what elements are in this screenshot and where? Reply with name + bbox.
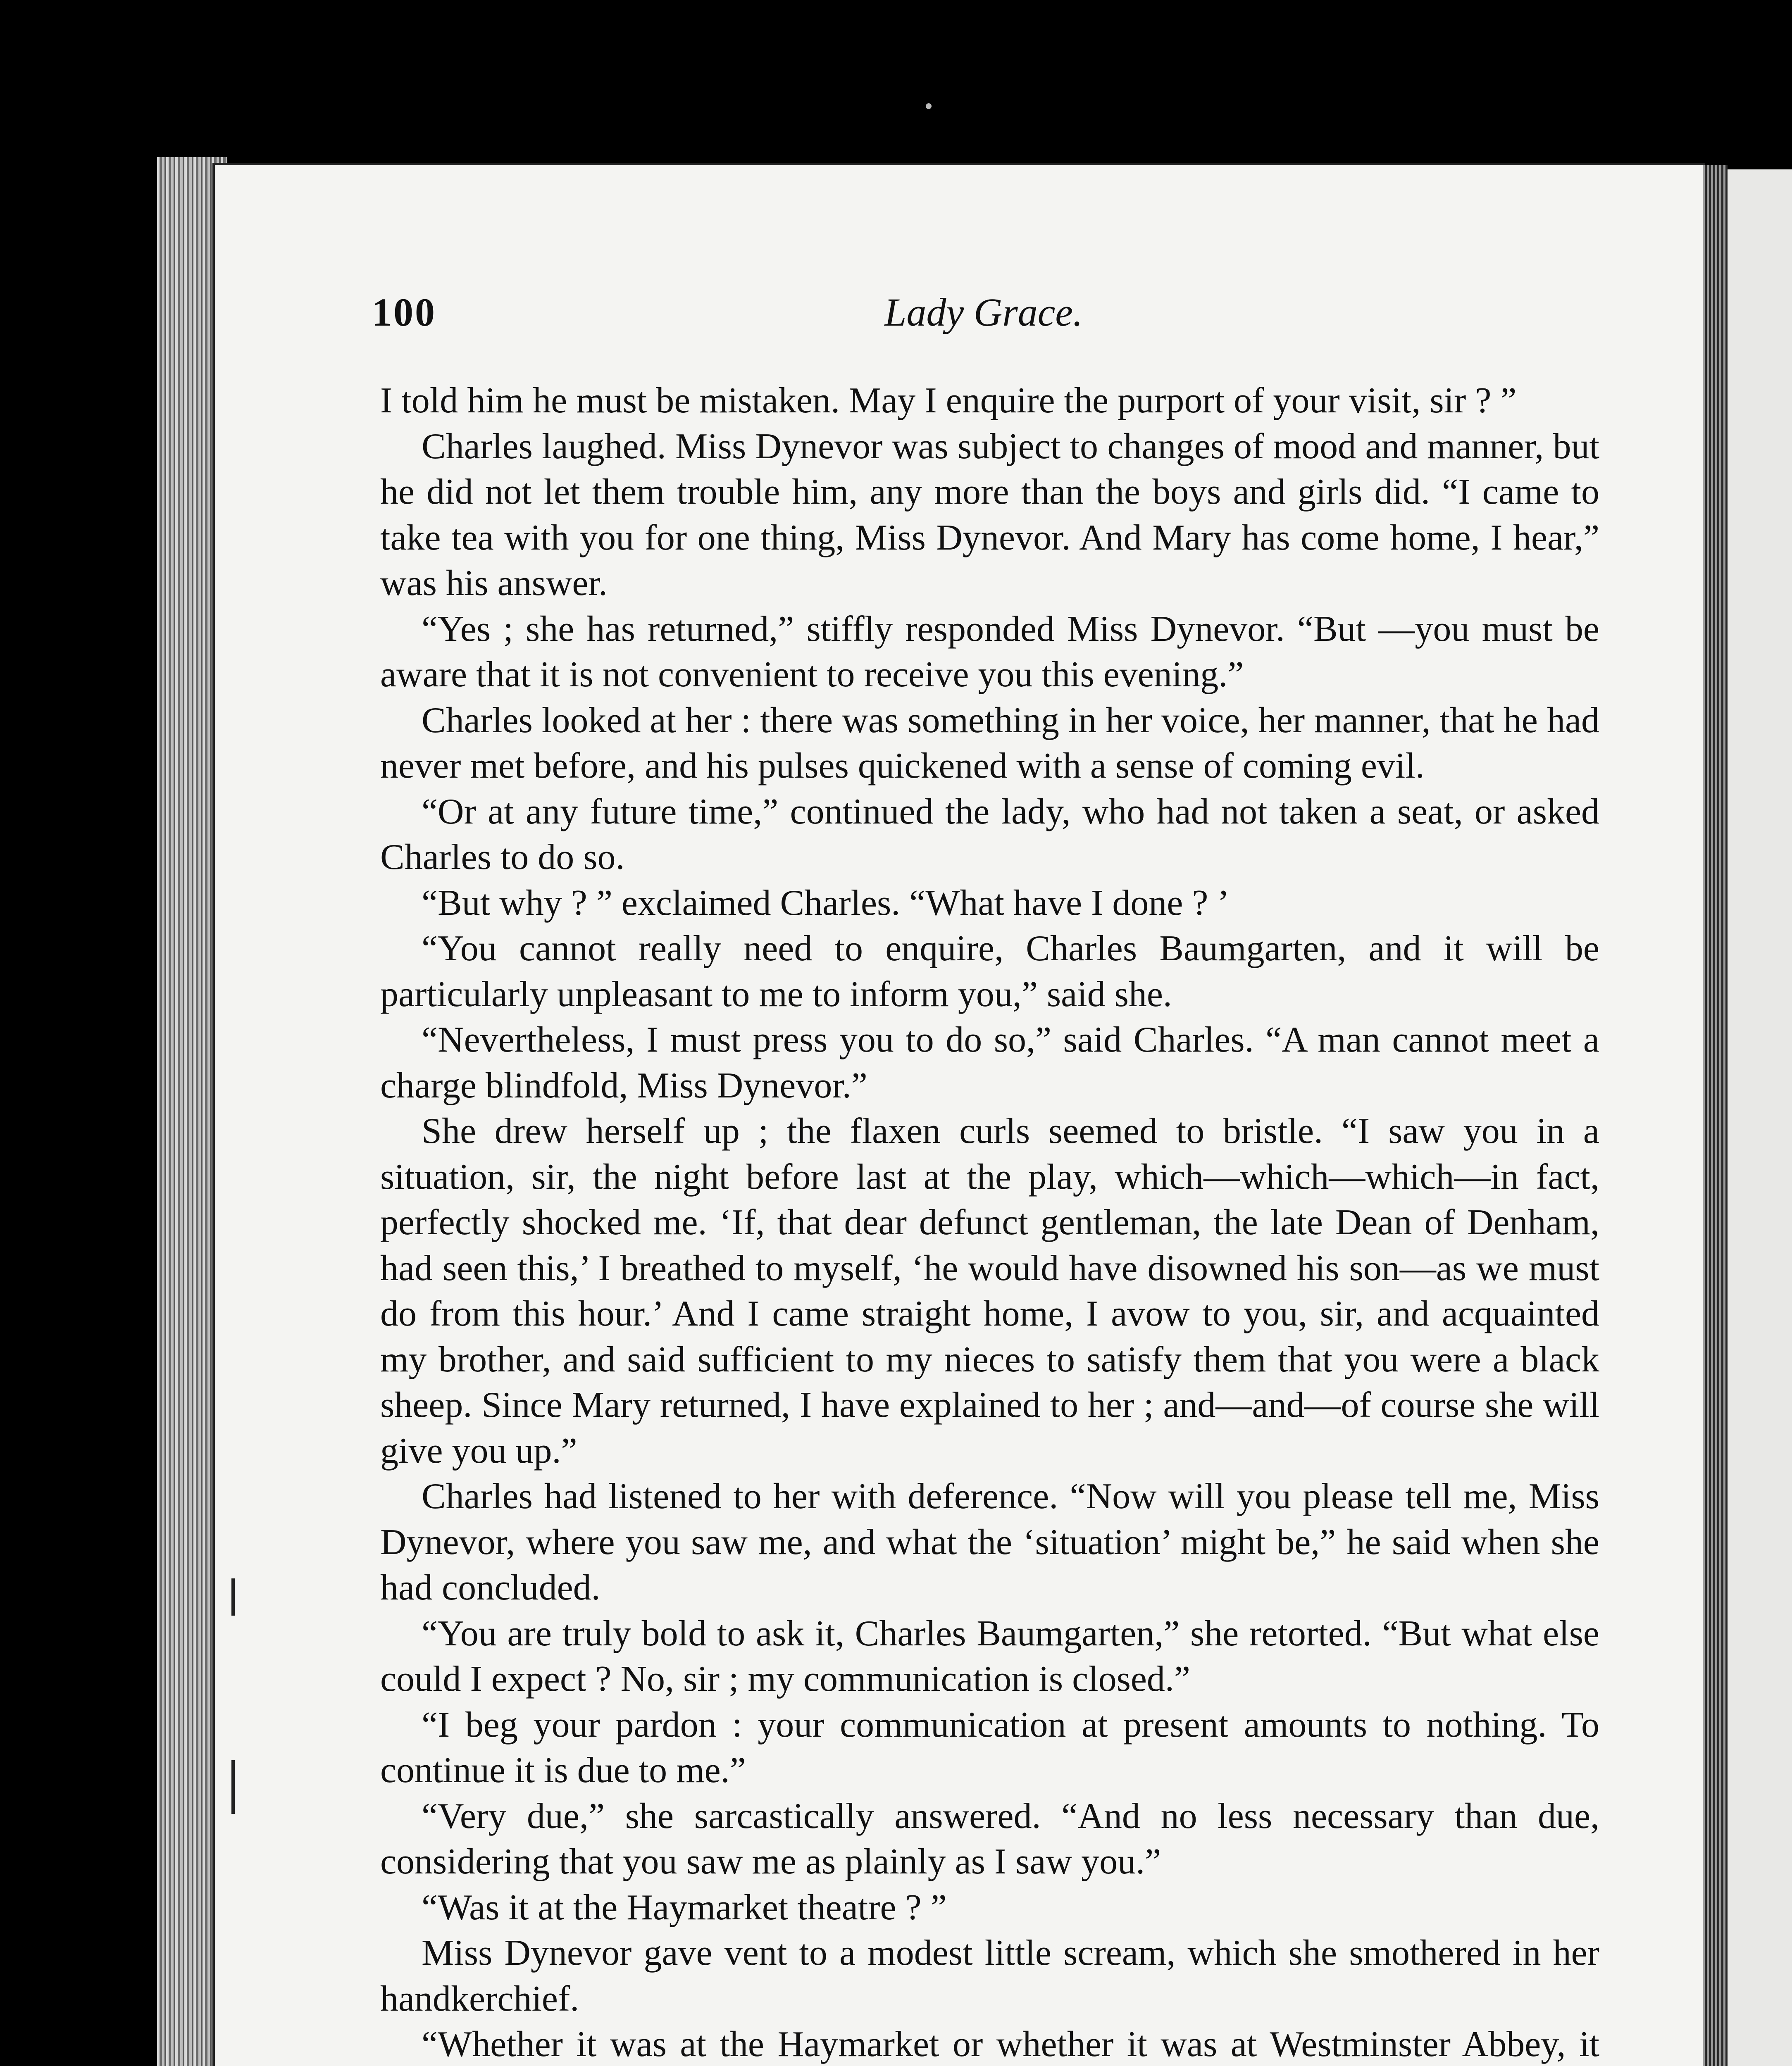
paragraph: I told him he must be mistaken. May I enquire the purport of your visit, sir ? ”: [380, 381, 1517, 421]
margin-mark: [231, 1578, 235, 1616]
scan-speck: [926, 103, 932, 109]
paragraph: “Very due,” she sarcastically answered. “And no less necessary than due, considering that you saw me as plainly as I saw you.”: [380, 1796, 1599, 1882]
paragraph: “But why ? ” exclaimed Charles. “What have I done ? ’: [422, 883, 1230, 923]
margin-mark: [231, 1760, 235, 1814]
facing-page-edge: [1728, 169, 1792, 2066]
page-edge-stack-right: [1703, 165, 1728, 2066]
paragraph: “You are truly bold to ask it, Charles Baumgarten,” she retorted. “But what else could I expect ? No, sir ; my communication is closed.”: [380, 1613, 1599, 1699]
paragraph: “I beg your pardon : your communication at present amounts to nothing. To continue it is due to me.”: [380, 1704, 1599, 1790]
body-text: [380, 378, 1599, 2066]
paragraph: Charles laughed. Miss Dynevor was subject to changes of mood and manner, but he did not let them trouble him, any more than the boys and girls did. “I came to take tea with you for one thing, Miss Dynevor. And Mary has come home, I hear,” was his answer.: [380, 426, 1599, 603]
paragraph: Charles looked at her : there was something in her voice, her manner, that he had never met before, and his pulses quickened with a sense of coming evil.: [380, 700, 1599, 786]
paragraph: “Nevertheless, I must press you to do so,” said Charles. “A man cannot meet a charge blindfold, Miss Dynevor.”: [380, 1020, 1599, 1106]
paragraph: She drew herself up ; the flaxen curls seemed to bristle. “I saw you in a situation, sir, the night before last at the play, which—which—which—in fact, perfectly shocked me. ‘If, that dear defunct gentleman, the late Dean of Denham, had seen this,’ I breathed to myself, ‘he would have disowned his son—as we must do from this hour.’ And I came straight home, I avow to you, sir, and acquainted my brother, and said sufficient to my nieces to satisfy them that you were a black sheep. Since Mary returned, I have explained to her ; and—and—of course she will give you up.”: [380, 1111, 1599, 1471]
running-title: Lady Grace.: [884, 290, 1083, 334]
paragraph: “Or at any future time,” continued the lady, who had not taken a seat, or asked Charles to do so.: [380, 791, 1599, 877]
paragraph: “You cannot really need to enquire, Charles Baumgarten, and it will be particularly unpleasant to me to inform you,” said she.: [380, 928, 1599, 1014]
paragraph: Charles had listened to her with deference. “Now will you please tell me, Miss Dynevor, where you saw me, and what the ‘situation’ might be,” he said when she had concluded.: [380, 1476, 1599, 1608]
paragraph: “Whether it was at the Haymarket or whether it was at Westminster Abbey, it: [422, 2024, 1599, 2064]
paragraph: “Was it at the Haymarket theatre ? ”: [422, 1887, 947, 1928]
page-number: 100: [372, 290, 436, 334]
running-header: [372, 289, 1595, 347]
paragraph: “Yes ; she has returned,” stiffly responded Miss Dynevor. “But —you must be aware that it is not convenient to receive you this evening.”: [380, 609, 1599, 695]
paragraph: Miss Dynevor gave vent to a modest little scream, which she smothered in her handkerchief.: [380, 1933, 1599, 2019]
